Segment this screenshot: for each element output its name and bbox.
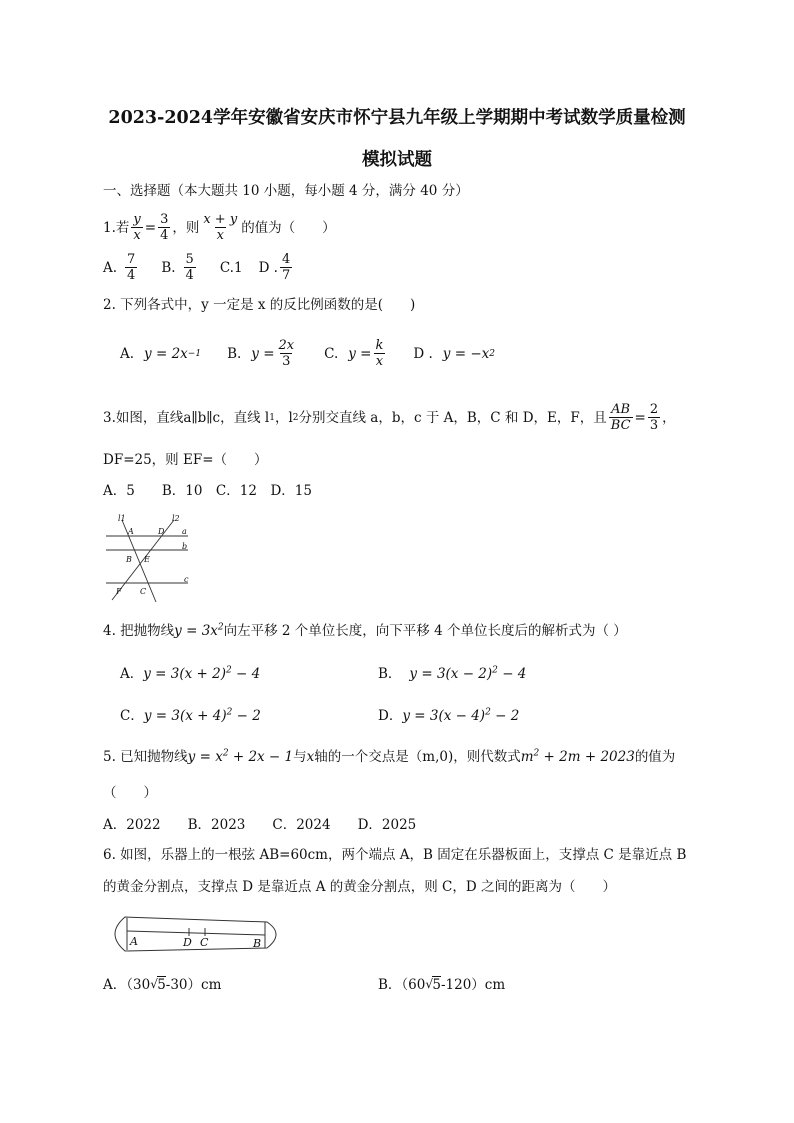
q1-option-d: D . — [258, 259, 278, 276]
label-l2: l2 — [172, 514, 180, 523]
label-c: c — [184, 575, 189, 584]
q2-option-c: C. — [324, 345, 339, 362]
q2-option-a: A. — [120, 345, 135, 362]
q2-option-d: D . — [413, 345, 433, 362]
question-3-line2: DF=25，则 EF=（ ） — [103, 452, 268, 468]
label-l1: l1 — [118, 514, 126, 523]
q1-fraction-y-over-x: $\frac{y}{x}$ — [133, 212, 141, 243]
label-C: C — [200, 936, 209, 949]
q1-prefix: 1.若 — [103, 219, 130, 236]
label-A: A — [128, 527, 134, 536]
question-6-line1: 6. 如图，乐器上的一根弦 AB=60cm，两个端点 A，B 固定在乐器板面上，支撑点 C 是靠近点 B — [103, 847, 687, 863]
q1-option-a: A. — [103, 259, 118, 276]
page-subtitle: 模拟试题 — [362, 150, 432, 170]
question-1-options: A. 7 4 B. 5 4 C.1 D . 4 7 — [103, 252, 291, 283]
q1-option-c: C.1 — [219, 259, 243, 276]
question-5-stem: 5. 已知抛物线$y = x^2 + 2x - 1$与x轴的一个交点是（m,0)，则代数式$m^2 + 2m + 2023$的值为 — [103, 748, 676, 765]
question-2-stem: 2. 下列各式中，y 一定是 x 的反比例函数的是( ) — [103, 297, 416, 313]
q3-parallel-lines-figure — [104, 512, 200, 602]
label-C: C — [140, 587, 147, 596]
sqrt-symbol: √ 5 — [425, 976, 441, 994]
page-title: 2023-2024学年安徽省安庆市怀宁县九年级上学期期中考试数学质量检测 — [108, 108, 686, 128]
label-E: E — [144, 555, 150, 564]
label-F: F — [116, 587, 122, 596]
q6-instrument-figure — [105, 914, 287, 954]
instrument-body — [115, 917, 276, 951]
q2-option-b: B. — [227, 345, 242, 362]
label-B: B — [253, 937, 262, 950]
question-6-line2: 的黄金分割点，支撑点 D 是靠近点 A 的黄金分割点，则 C，D 之间的距离为（ ） — [103, 879, 616, 895]
label-b: b — [182, 542, 188, 551]
q6-option-b: B．（60√ 5-120）cm — [378, 976, 505, 994]
q4-option-c: C．$y = 3(x + 4)^2 - 2$ — [120, 707, 261, 724]
question-3-options: A．5 B．10 C．12 D．15 — [103, 483, 312, 499]
question-5-options: A．2022 B．2023 C．2024 D．2025 — [103, 817, 417, 833]
sqrt-symbol: √ 5 — [150, 976, 166, 994]
q6-option-a: A．（30√ 5-30）cm — [103, 976, 221, 994]
question-1-stem: 1.若 $\frac{y}{x}$ = $\frac{3}{4}$ ，则 x + y x 的值为（ ） — [103, 212, 336, 243]
label-a: a — [182, 527, 187, 536]
q4-option-d: D．$y = 3(x - 4)^2 - 2$ — [378, 707, 520, 724]
section-heading: 一、选择题（本大题共 10 小题，每小题 4 分，满分 40 分） — [103, 183, 469, 199]
label-D: D — [158, 527, 165, 536]
q4-option-b: B． $y = 3(x - 2)^2 - 4$ — [378, 665, 527, 682]
label-B: B — [126, 555, 132, 564]
question-2-options: A. y = 2x −1 B. y = $\frac{2x}{3}$ C. y = $\frac{k}{x}$ D . y = −x 2 — [120, 338, 495, 369]
string-ab — [127, 931, 265, 935]
q1-option-b: B. — [161, 259, 176, 276]
label-D: D — [183, 936, 192, 949]
q3-fraction-ab-over-bc: $\frac{AB}{BC}$ — [610, 402, 631, 433]
q1-fraction-3-over-4: $\frac{3}{4}$ — [160, 212, 169, 243]
question-4-stem: 4. 把抛物线$y = 3x^2$向左平移 2 个单位长度，向下平移 4 个单位长度后的解析式为（ ） — [103, 622, 627, 639]
q1-fraction-x-plus-y-over-x: x + y x — [203, 212, 238, 243]
q4-option-a: A．$y = 3(x + 2)^2 - 4$ — [120, 665, 261, 682]
label-A: A — [130, 935, 138, 948]
question-5-line2: （ ） — [103, 785, 157, 801]
question-3-stem: 3.如图，直线a∥b∥c，直线 l 1 ，l 2 分别交直线 a，b，c 于 A，B，C 和 D，E，F，且 $\frac{AB}{BC}$ = $\frac{2}{3}$ ， — [103, 402, 676, 433]
